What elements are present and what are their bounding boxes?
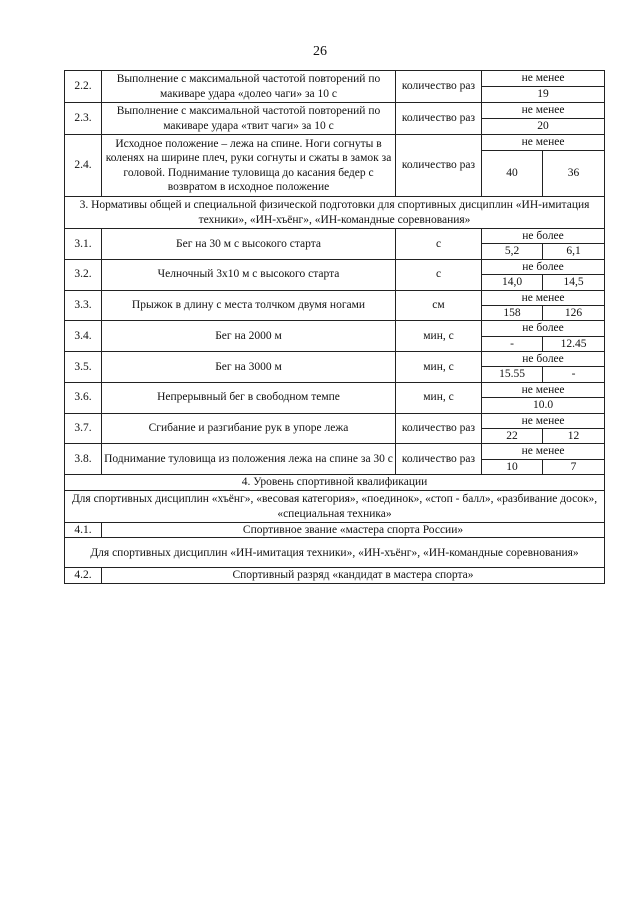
norm-value-women: 12 (543, 428, 605, 443)
table-row (65, 352, 605, 367)
exercise-name: Выполнение с максимальной частотой повторений по макиваре удара «твит чаги» за 10 с (102, 103, 396, 135)
norm-value-women: 12.45 (543, 336, 605, 351)
table-row (65, 135, 605, 151)
row-number: 3.7. (65, 413, 102, 444)
row-number: 2.3. (65, 103, 102, 135)
exercise-name: Бег на 2000 м (102, 321, 396, 352)
norm-value-women: - (543, 367, 605, 382)
norm-value-women: 126 (543, 305, 605, 320)
unit: количество раз (396, 103, 482, 135)
exercise-name: Бег на 30 м с высокого старта (102, 229, 396, 260)
exercise-name: Прыжок в длину с места толчком двумя ногами (102, 290, 396, 321)
table-row (65, 321, 605, 336)
table-row (65, 71, 605, 87)
norm-value-men: 40 (482, 151, 543, 197)
exercise-name: Непрерывный бег в свободном темпе (102, 382, 396, 413)
table-row (65, 290, 605, 305)
norm-header: не менее (482, 290, 605, 305)
section-4-title: 4. Уровень спортивной квалификации (65, 475, 605, 491)
row-number: 3.5. (65, 352, 102, 383)
table-row (65, 568, 605, 583)
norm-value-women: 36 (543, 151, 605, 197)
table-row (65, 382, 605, 397)
table-row (65, 103, 605, 119)
row-number: 2.2. (65, 71, 102, 103)
exercise-name: Челночный 3х10 м с высокого старта (102, 259, 396, 290)
section-3-title: 3. Нормативы общей и специальной физической подготовки для спортивных дисциплин «ИН-имитация техники», «ИН-хъёнг», «ИН-командные соревнования» (65, 197, 605, 229)
table-row (65, 413, 605, 428)
norm-value-women: 6,1 (543, 244, 605, 259)
norm-value: 20 (482, 119, 605, 135)
unit: количество раз (396, 413, 482, 444)
norm-header: не менее (482, 413, 605, 428)
row-number: 4.2. (65, 568, 102, 583)
page-number: 26 (313, 44, 327, 59)
norm-value-women: 7 (543, 459, 605, 474)
unit: количество раз (396, 71, 482, 103)
norm-value: 19 (482, 87, 605, 103)
norm-header: не более (482, 321, 605, 336)
discipline-group-2: Для спортивных дисциплин «ИН-имитация техники», «ИН-хъёнг», «ИН-командные соревнования» (65, 538, 605, 568)
norm-value-men: 5,2 (482, 244, 543, 259)
unit: с (396, 259, 482, 290)
row-number: 2.4. (65, 135, 102, 197)
norm-header: не менее (482, 71, 605, 87)
norm-header: не более (482, 229, 605, 244)
norms-table (64, 70, 605, 584)
unit: мин, с (396, 382, 482, 413)
norm-value-women: 14,5 (543, 275, 605, 290)
table-row (65, 229, 605, 244)
row-number: 3.1. (65, 229, 102, 260)
norm-value: 10.0 (482, 398, 605, 413)
unit: мин, с (396, 321, 482, 352)
table-row (65, 523, 605, 538)
exercise-name: Бег на 3000 м (102, 352, 396, 383)
qualification-text: Спортивный разряд «кандидат в мастера спорта» (102, 568, 605, 583)
norm-value-men: 15.55 (482, 367, 543, 382)
exercise-name: Поднимание туловища из положения лежа на спине за 30 с (102, 444, 396, 475)
discipline-group-1: Для спортивных дисциплин «хъёнг», «весовая категория», «поединок», «стоп - балл», «разбивание досок», «специальная техника» (65, 491, 605, 523)
row-number: 4.1. (65, 523, 102, 538)
row-number: 3.4. (65, 321, 102, 352)
norm-header: не менее (482, 444, 605, 459)
norm-value-men: 22 (482, 428, 543, 443)
norm-header: не менее (482, 135, 605, 151)
unit: количество раз (396, 444, 482, 475)
norm-value-men: 14,0 (482, 275, 543, 290)
unit: см (396, 290, 482, 321)
table-row (65, 444, 605, 459)
norm-header: не более (482, 259, 605, 274)
norm-value-men: 158 (482, 305, 543, 320)
row-number: 3.2. (65, 259, 102, 290)
row-number: 3.8. (65, 444, 102, 475)
exercise-name: Выполнение с максимальной частотой повторений по макиваре удара «долео чаги» за 10 с (102, 71, 396, 103)
row-number: 3.6. (65, 382, 102, 413)
norm-value-men: - (482, 336, 543, 351)
row-number: 3.3. (65, 290, 102, 321)
norm-header: не менее (482, 382, 605, 397)
norm-header: не более (482, 352, 605, 367)
exercise-name: Исходное положение – лежа на спине. Ноги согнуты в коленях на ширине плеч, руки согнуты и сжаты в замок за головой. Поднимание туловища до касания бедер с возвратом в исходное положение (102, 135, 396, 197)
unit: количество раз (396, 135, 482, 197)
norm-header: не менее (482, 103, 605, 119)
table-row (65, 259, 605, 274)
unit: с (396, 229, 482, 260)
qualification-text: Спортивное звание «мастера спорта России» (102, 523, 605, 538)
exercise-name: Сгибание и разгибание рук в упоре лежа (102, 413, 396, 444)
norm-value-men: 10 (482, 459, 543, 474)
unit: мин, с (396, 352, 482, 383)
